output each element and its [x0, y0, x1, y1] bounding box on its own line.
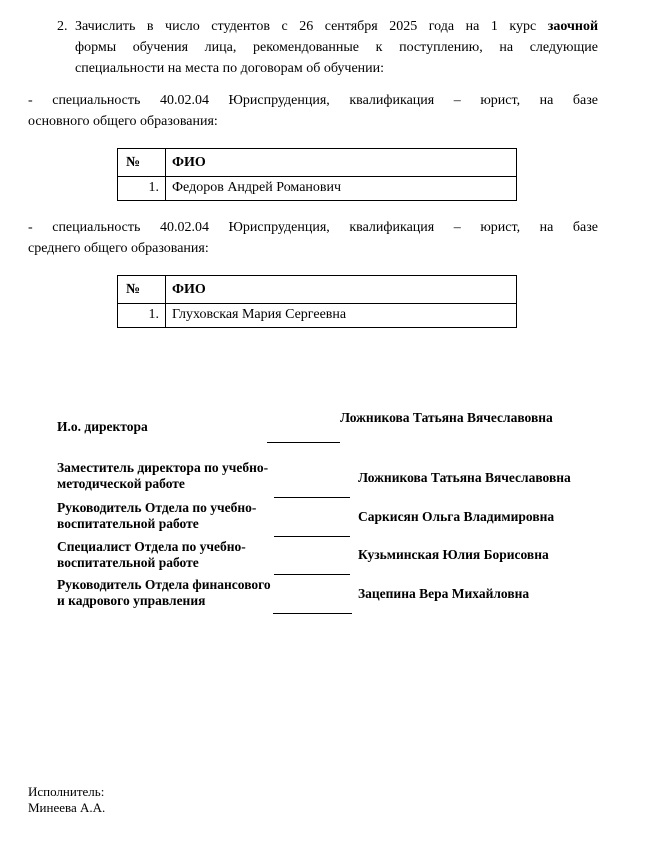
- signature-title-5-line-2: и кадрового управления: [57, 593, 206, 608]
- specialty-paragraph-2: [28, 217, 598, 259]
- table-2-row: [118, 304, 517, 328]
- table-1-row-num: 1.: [118, 177, 166, 201]
- signature-title-4-line-2: воспитательной работе: [57, 555, 199, 570]
- table-1-row: [118, 177, 517, 201]
- signature-line-2: [274, 497, 350, 498]
- signature-title-3-line-1: Руководитель Отдела по учебно-: [57, 500, 257, 515]
- table-1-header-num: №: [118, 149, 166, 177]
- table-2-row-num: 1.: [118, 304, 166, 328]
- paragraph-number: 2.: [57, 19, 68, 34]
- specialty-1-line-1: - специальность 40.02.04 Юриспруденция, квалификация – юрист, на базе: [28, 93, 598, 108]
- table-2-header-num: №: [118, 276, 166, 304]
- table-1-row-fio: Федоров Андрей Романович: [166, 177, 517, 201]
- signature-title-5: [57, 577, 307, 609]
- specialty-2-line-2: среднего общего образования:: [28, 241, 209, 256]
- table-1-header-fio: ФИО: [166, 149, 517, 177]
- signature-title-1-line-1: И.о. директора: [57, 419, 148, 434]
- paragraph-body: [75, 16, 598, 79]
- table-2-row-fio: Глуховская Мария Сергеевна: [166, 304, 517, 328]
- specialty-paragraph-1: [28, 90, 598, 132]
- executor-block: [28, 784, 105, 816]
- signature-line-4: [274, 574, 350, 575]
- executor-label: Исполнитель:: [28, 784, 105, 799]
- paragraph-line-3: специальности на места по договорам об обучении:: [75, 61, 385, 76]
- signature-title-2-line-2: методической работе: [57, 476, 185, 491]
- paragraph-line-1-bold: заочной: [547, 19, 599, 34]
- signature-title-3-line-2: воспитательной работе: [57, 516, 199, 531]
- specialty-2-line-1: - специальность 40.02.04 Юриспруденция, квалификация – юрист, на базе: [28, 220, 598, 235]
- signature-name-2: Ложникова Татьяна Вячеславовна: [358, 470, 571, 485]
- students-table-2: [117, 275, 517, 328]
- signature-name-3: Саркисян Ольга Владимировна: [358, 509, 555, 524]
- signature-line-5: [273, 613, 352, 614]
- signature-line-1: [267, 442, 340, 443]
- signature-title-4: [57, 539, 307, 571]
- paragraph-line-2: формы обучения лица, рекомендованные к поступлению, на следующие: [75, 40, 598, 55]
- signature-line-3: [274, 536, 350, 537]
- table-2-header-row: [118, 276, 517, 304]
- table-2-header-fio: ФИО: [166, 276, 517, 304]
- paragraph-line-1-text: Зачислить в число студентов с 26 сентября 2025 года на 1 курс: [75, 19, 537, 34]
- students-table-1: [117, 148, 517, 201]
- signature-title-4-line-1: Специалист Отдела по учебно-: [57, 539, 246, 554]
- signature-name-1: Ложникова Татьяна Вячеславовна: [340, 410, 553, 425]
- signature-title-5-line-1: Руководитель Отдела финансового: [57, 577, 271, 592]
- signature-title-2-line-1: Заместитель директора по учебно-: [57, 460, 269, 475]
- paragraph-line-1: [75, 16, 598, 37]
- signature-title-2: [57, 460, 307, 492]
- signature-title-3: [57, 500, 307, 532]
- table-1-header-row: [118, 149, 517, 177]
- signature-name-5: Зацепина Вера Михайловна: [358, 586, 530, 601]
- enrollment-paragraph: [57, 16, 598, 79]
- signature-title-1: [57, 419, 307, 435]
- executor-name: Минеева А.А.: [28, 800, 106, 815]
- specialty-1-line-2: основного общего образования:: [28, 114, 218, 129]
- signature-name-4: Кузьминская Юлия Борисовна: [358, 547, 549, 562]
